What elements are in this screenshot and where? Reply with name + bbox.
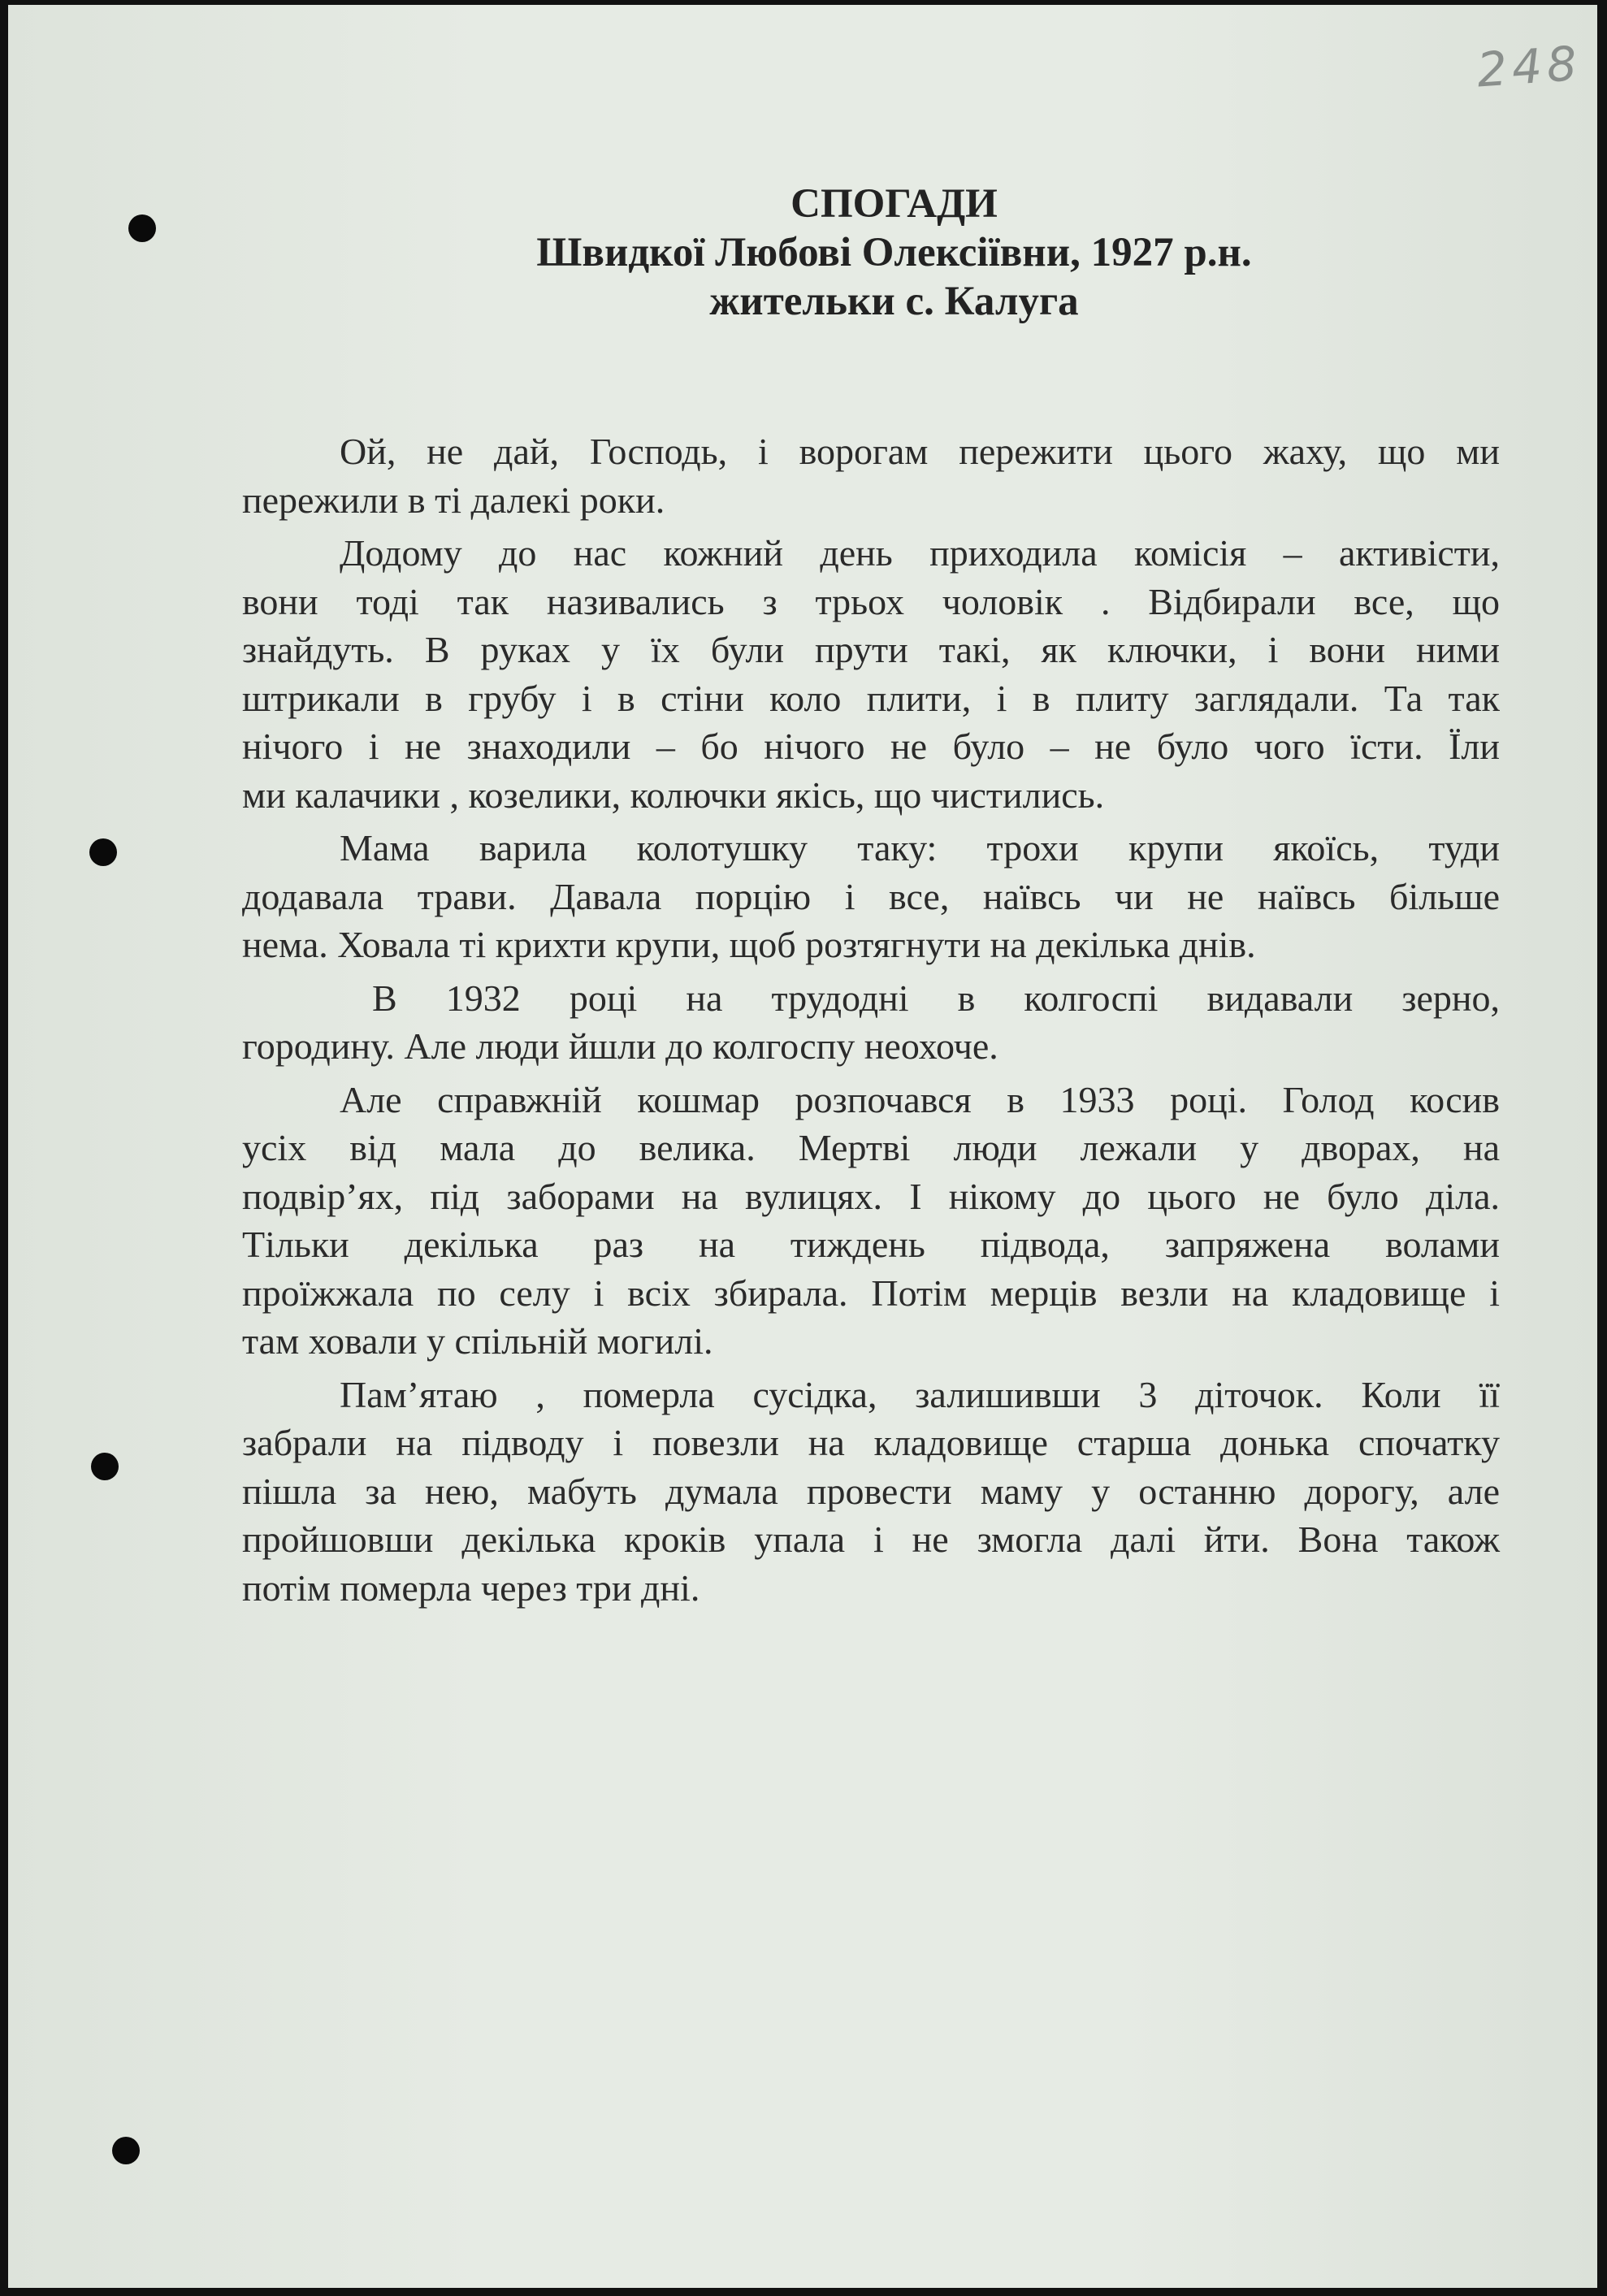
document-body xyxy=(242,427,1500,1617)
text-line: пережили в ті далекі роки. xyxy=(242,479,665,521)
text-line: городину. Але люди йшли до колгоспу неохоче. xyxy=(242,1025,998,1067)
text-line: нічого і не знаходили – бо нічого не було – не було чого їсти. Їли xyxy=(242,726,1500,767)
handwritten-page-number: 248 xyxy=(1475,35,1583,98)
document-header xyxy=(8,180,1597,326)
text-line: Ой, не дай, Господь, і ворогам пережити цього жаху, що ми xyxy=(340,431,1500,472)
text-line: Додому до нас кожний день приходила комісія – активісти, xyxy=(340,532,1500,574)
text-line: забрали на підводу і повезли на кладовище старша донька спочатку xyxy=(242,1422,1500,1463)
text-line: вони тоді так називались з трьох чоловік . Відбирали все, що xyxy=(242,580,1500,622)
text-line: пройшовши декілька кроків упала і не змогла далі йти. Вона також xyxy=(242,1518,1500,1560)
paragraph xyxy=(242,1076,1500,1366)
author-residence: жительки с. Калуга xyxy=(709,279,1079,324)
text-line: Пам’ятаю , померла сусідка, залишивши 3 діточок. Коли її xyxy=(340,1373,1500,1415)
punch-hole-icon xyxy=(89,838,117,866)
text-line: усіх від мала до велика. Мертві люди лежали у дворах, на xyxy=(242,1127,1500,1168)
author-name: Швидкої Любові Олексіївни, 1927 р.н. xyxy=(536,230,1252,275)
text-line: подвір’ях, під заборами на вулицях. І нікому до цього не було діла. xyxy=(242,1175,1500,1217)
text-line: Але справжній кошмар розпочався в 1933 році. Голод косив xyxy=(340,1078,1500,1120)
text-line: Мама варила колотушку таку: трохи крупи якоїсь, туди xyxy=(340,827,1500,869)
text-line: В 1932 році на трудодні в колгоспі видавали зерно, xyxy=(372,977,1500,1019)
punch-hole-icon xyxy=(112,2137,140,2164)
text-line: потім померла через три дні. xyxy=(242,1566,700,1609)
text-line: пішла за нею, мабуть думала провести маму у останню дорогу, але xyxy=(242,1470,1500,1512)
text-line: там ховали у спільній могилі. xyxy=(242,1320,713,1362)
text-line: нема. Ховала ті крихти крупи, щоб розтягнути на декілька днів. xyxy=(242,924,1256,965)
paragraph xyxy=(242,974,1500,1071)
text-line: знайдуть. В руках у їх були прути такі, як ключки, і вони ними xyxy=(242,629,1500,670)
paragraph xyxy=(242,427,1500,524)
paragraph xyxy=(242,1371,1500,1613)
text-line: штрикали в грубу і в стіни коло плити, і в плиту заглядали. Та так xyxy=(242,677,1500,719)
paragraph xyxy=(242,529,1500,819)
text-line: проїжжала по селу і всіх збирала. Потім мерців везли на кладовище і xyxy=(242,1271,1500,1314)
document-page xyxy=(8,5,1597,2288)
text-line: Тільки декілька раз на тиждень підвода, запряжена волами xyxy=(242,1224,1500,1265)
document-title: СПОГАДИ xyxy=(791,181,998,227)
text-line: ми калачики , козелики, колючки якісь, що чистились. xyxy=(242,773,1105,816)
punch-hole-icon xyxy=(91,1453,119,1480)
text-line: додавала трави. Давала порцію і все, наївсь чи не наївсь більше xyxy=(242,875,1500,917)
paragraph xyxy=(242,824,1500,969)
